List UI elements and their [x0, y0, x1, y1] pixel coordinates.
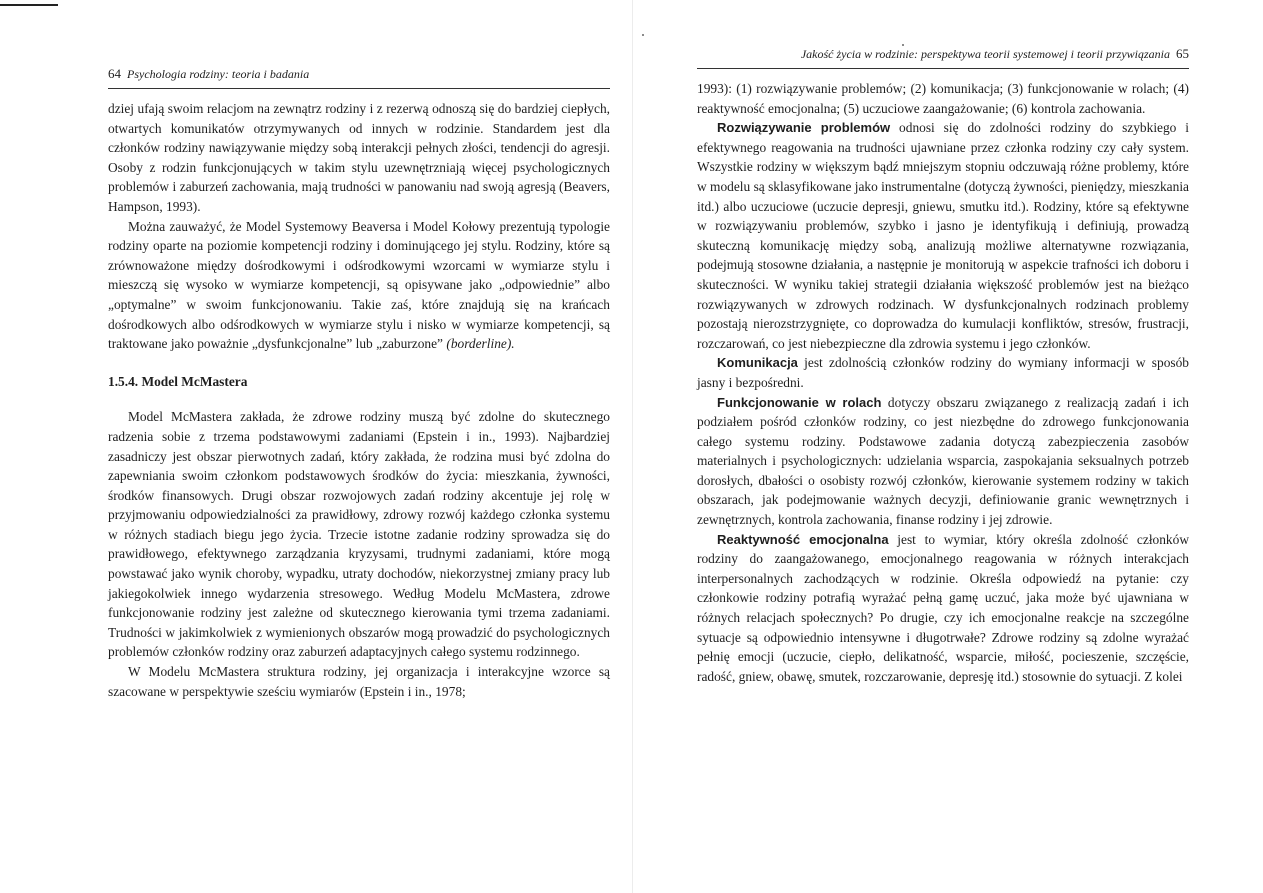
term-affective-responsiveness: Reaktywność emocjonalna — [717, 531, 889, 547]
paragraph: Funkcjonowanie w rolach dotyczy obszaru związanego z realizacją zadań i ich podziałem pośród członków rodziny, co jest niezbędne do zdrowego funkcjonowania całego systemu rodziny. Podstawowe zadania dotyczą zabezpieczenia zasobów materialnych i psychologicznych: udzielania wsparcia, zaspokajania seksualnych potrzeb dorosłych, dbałości o osobisty rozwój członków, kierowanie systemem rodziny w takich obszarach, jak podejmowanie ważnych decyzji, definiowanie granic wewnętrznych i zewnętrznych, kontrola zachowania, finanse rodziny i jej zdrowie. — [697, 394, 1189, 528]
paragraph: W Modelu McMastera struktura rodziny, jej organizacja i interakcyjne wzorce są szacowane w perspektywie sześciu wymiarów (Epstein i in., 1978; — [108, 664, 610, 699]
paragraph: dziej ufają swoim relacjom na zewnątrz rodziny i z rezerwą odnoszą się do bardziej ciepłych, otwartych komunikatów otrzymywanych od innych w rodzinie. Standardem jest dla członków rodziny nawiązywanie między sobą interakcji pełnych złości, tendencji do agresji. Osoby z rodzin funkcjonujących w takim stylu uzewnętrzniają więcej psychologicznych problemów i zaburzeń zachowania, mają trudności w panowaniu nad swoją agresją (Beavers, Hampson, 1993). — [108, 101, 610, 214]
right-running-head — [697, 46, 1189, 69]
right-page-number: 65 — [1176, 46, 1189, 61]
left-running-head — [108, 66, 610, 89]
paragraph: Rozwiązywanie problemów odnosi się do zdolności rodziny do szybkiego i efektywnego reagowania na trudności ujawniane przez członka rodziny czy cały system. Wszystkie rodziny w większym bądź mniejszym stopniu odczuwają różne problemy, które w modelu są sklasyfikowane jako instrumentalne (dotyczą żywności, pieniędzy, mieszkania itd.) albo uczuciowe (uczucie depresji, gniewu, smutku itd.). Rodziny, które są efektywne w rozwiązywaniu problemów, szybko i jasno je identyfikują i definiują, prowadzą skuteczną komunikację między sobą, analizują możliwe alternatywne rozwiązania, podejmują stosowne działania, a następnie je monitorują w aspekcie trafności ich doboru i skuteczności. W wyniku takiej strategii działania większość problemów jest na bieżąco rozwiązywanych w zdrowych rodzinach. W dysfunkcjonalnych rodzinach problemy pozostają nierozstrzygnięte, co doprowadza do kumulacji konfliktów, stresów, frustracji, rozczarowań, co jest niebezpieczne dla zdrowia systemu i jego członków. — [697, 120, 1190, 351]
term-communication: Komunikacja — [717, 355, 798, 371]
left-running-title: Psychologia rodziny: teoria i badania — [127, 67, 310, 81]
left-page-number: 64 — [108, 66, 121, 81]
paragraph: Reaktywność emocjonalna jest to wymiar, który określa zdolność członków rodziny do zaangażowanego, emocjonalnego reagowania w różnych interakcjach interpersonalnych zachodzących w rodzinie. Określa odpowiedź na pytanie: czy członkowie rodziny potrafią wyrażać pełną gamę uczuć, jaka może być ujawniana w różnych relacjach społecznych? Po drugie, czy ich emocjonalne reakcje na szczególne sytuacje są odpowiednio intensywne i długotrwałe? Zdrowe rodziny są zdolne wyrażać pełnię emocji (uczucie, ciepło, delikatność, wsparcie, miłość, pocieszenie, szczęście, radość, gniew, obawę, smutek, rozczarowanie, depresję itd.) stosownie do sytuacji. Z kolei — [697, 531, 1189, 684]
scan-speck — [642, 34, 644, 36]
scan-artifact-line — [0, 4, 58, 6]
paragraph: 1993): (1) rozwiązywanie problemów; (2) komunikacja; (3) funkcjonowanie w rolach; (4) reaktywność emocjonalna; (5) uczuciowe zaangażowanie; (6) kontrola zachowania. — [697, 81, 1189, 116]
right-page — [697, 46, 1189, 686]
borderline-term: (borderline). — [446, 336, 515, 352]
right-running-title: Jakość życia w rodzinie: perspektywa teorii systemowej i teorii przywiązania — [800, 47, 1170, 61]
paragraph: Komunikacja jest zdolnością członków rodziny do wymiany informacji w sposób jasny i bezpośredni. — [697, 355, 1189, 390]
right-body-text — [697, 79, 1189, 686]
paragraph: Model McMastera zakłada, że zdrowe rodziny muszą być zdolne do skutecznego radzenia sobie z trzema podstawowymi zadaniami (Epstein i in., 1993). Najbardziej zasadniczy jest obszar pierwotnych zadań, który zakłada, że rodzina musi być zdolna do zapewniania swoim członkom podstawowych środków do życia: mieszkania, żywności, środków finansowych. Drugi obszar rozwojowych zadań rodziny akcentuje jej rolę w przyjmowaniu odpowiedzialności za prawidłowy, zdrowy rozwój każdego członka systemu w różnych stadiach biegu jego życia. Trzecie istotne zadanie rodziny sprowadza się do prawidłowego, efektywnego zarządzania kryzysami, trudnymi zadaniami, które mogą powstawać jako wynik choroby, wypadku, utraty dochodów, niekorzystnej zmiany pracy lub jakiegokolwiek innego wydarzenia stresowego. Według Modelu McMastera, zdrowe funkcjonowanie rodziny jest zależne od skutecznego kierowania tymi trzema zadaniami. Trudności w jakimkolwiek z wymienionych obszarów mogą prowadzić do psychologicznych problemów członków rodziny oraz zaburzeń adaptacyjnych całego systemu rodzinnego. — [108, 409, 610, 660]
term-problem-solving: Rozwiązywanie problemów — [717, 120, 891, 136]
term-roles: Funkcjonowanie w rolach — [717, 394, 882, 410]
paragraph: Można zauważyć, że Model Systemowy Beaversa i Model Kołowy prezentują typologie rodziny oparte na poziomie kompetencji rodziny i dominującego jej stylu. Rodziny, które są zrównoważone między dośrodkowymi i odśrodkowymi wzorcami w wymiarze stylu i mieszczą się wysoko w wymiarze kompetencji, są opisywane jako „odpowiednie” albo „optymalne” w swoim funkcjonowaniu. Takie zaś, które znajdują się na krańcach dośrodkowych albo odśrodkowych w wymiarze stylu i nisko w wymiarze kompetencji, są traktowane jako poważnie „dysfunkcjonalne” lub „zaburzone” (borderline). — [108, 218, 610, 352]
gutter-fold — [632, 0, 633, 893]
section-heading: 1.5.4. Model McMastera — [108, 373, 248, 389]
left-page — [108, 66, 610, 701]
left-body-text — [108, 99, 610, 701]
